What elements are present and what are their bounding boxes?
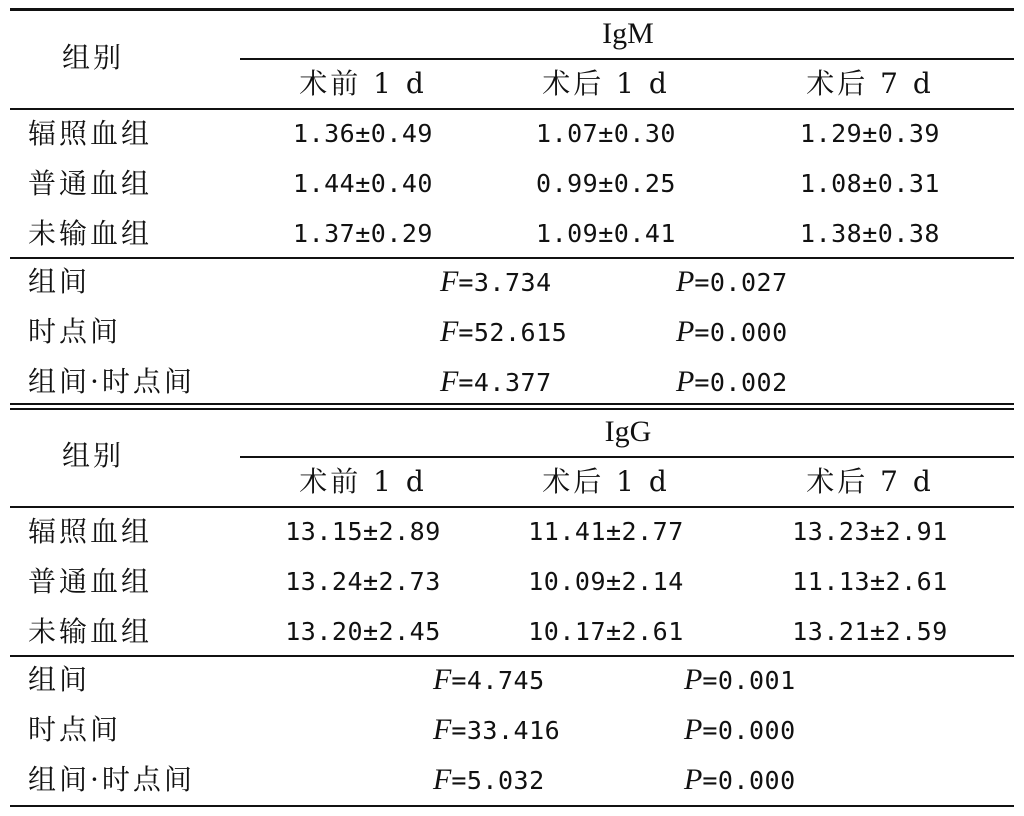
p-symbol: P (684, 763, 703, 796)
stat-label: 组间 (28, 663, 91, 696)
f-value: =3.734 (458, 268, 552, 297)
p-symbol: P (684, 663, 703, 696)
row-label: 普通血组 (28, 167, 153, 200)
column-header: 术后 7 d (806, 465, 934, 498)
column-header: 术前 1 d (299, 465, 427, 498)
row-header: 组别 (62, 439, 125, 472)
cell-value: 13.24±2.73 (285, 567, 441, 596)
stat-label: 组间·时点间 (28, 365, 195, 398)
header-rule (10, 506, 1014, 508)
f-statistic (440, 366, 552, 402)
cell-value: 1.38±0.38 (800, 219, 940, 248)
row-label: 普通血组 (28, 565, 153, 598)
column-header: 术后 7 d (806, 67, 934, 100)
group-title: IgM (602, 17, 654, 50)
cell-value: 1.37±0.29 (293, 219, 433, 248)
p-number: =0.000 (702, 766, 796, 795)
cell-value: 13.21±2.59 (792, 617, 948, 646)
f-symbol: F (440, 265, 459, 298)
cell-value: 10.09±2.14 (528, 567, 684, 596)
stat-label: 组间·时点间 (28, 763, 195, 796)
f-statistic (433, 664, 545, 700)
column-header: 术后 1 d (542, 465, 670, 498)
p-value (684, 664, 796, 700)
f-symbol: F (440, 315, 459, 348)
f-value: =4.377 (458, 368, 552, 397)
f-symbol: F (433, 663, 452, 696)
cell-value: 1.36±0.49 (293, 119, 433, 148)
f-symbol: F (440, 365, 459, 398)
group-rule (240, 456, 1014, 458)
p-number: =0.027 (694, 268, 788, 297)
row-label: 辐照血组 (28, 515, 153, 548)
body-rule (10, 655, 1014, 657)
group-title: IgG (604, 415, 652, 448)
cell-value: 1.09±0.41 (536, 219, 676, 248)
p-symbol: P (676, 265, 695, 298)
p-value (676, 316, 788, 352)
header-rule (10, 108, 1014, 110)
cell-value: 1.29±0.39 (800, 119, 940, 148)
cell-value: 11.41±2.77 (528, 517, 684, 546)
stat-label: 时点间 (28, 713, 122, 746)
p-symbol: P (684, 713, 703, 746)
cell-value: 11.13±2.61 (792, 567, 948, 596)
f-value: =5.032 (451, 766, 545, 795)
row-header: 组别 (62, 41, 125, 74)
row-label: 未输血组 (28, 217, 153, 250)
cell-value: 1.07±0.30 (536, 119, 676, 148)
p-value (676, 266, 788, 302)
bottom-rule (10, 805, 1014, 807)
f-statistic (433, 714, 560, 750)
p-symbol: P (676, 365, 695, 398)
p-value (684, 764, 796, 800)
f-statistic (440, 266, 552, 302)
p-value (676, 366, 788, 402)
section-divider (10, 403, 1014, 405)
cell-value: 1.08±0.31 (800, 169, 940, 198)
cell-value: 0.99±0.25 (536, 169, 676, 198)
row-label: 辐照血组 (28, 117, 153, 150)
body-rule (10, 257, 1014, 259)
stat-label: 时点间 (28, 315, 122, 348)
column-header: 术前 1 d (299, 67, 427, 100)
p-value (684, 714, 796, 750)
cell-value: 13.15±2.89 (285, 517, 441, 546)
f-statistic (440, 316, 567, 352)
row-label: 未输血组 (28, 615, 153, 648)
top-rule (10, 8, 1014, 11)
p-number: =0.000 (694, 318, 788, 347)
cell-value: 13.20±2.45 (285, 617, 441, 646)
f-value: =4.745 (451, 666, 545, 695)
p-number: =0.000 (702, 716, 796, 745)
f-symbol: F (433, 713, 452, 746)
cell-value: 10.17±2.61 (528, 617, 684, 646)
f-symbol: F (433, 763, 452, 796)
section-divider (10, 408, 1014, 410)
f-value: =52.615 (458, 318, 568, 347)
p-number: =0.001 (702, 666, 796, 695)
cell-value: 1.44±0.40 (293, 169, 433, 198)
cell-value: 13.23±2.91 (792, 517, 948, 546)
group-rule (240, 58, 1014, 60)
column-header: 术后 1 d (542, 67, 670, 100)
p-number: =0.002 (694, 368, 788, 397)
stat-label: 组间 (28, 265, 91, 298)
f-statistic (433, 764, 545, 800)
p-symbol: P (676, 315, 695, 348)
f-value: =33.416 (451, 716, 561, 745)
